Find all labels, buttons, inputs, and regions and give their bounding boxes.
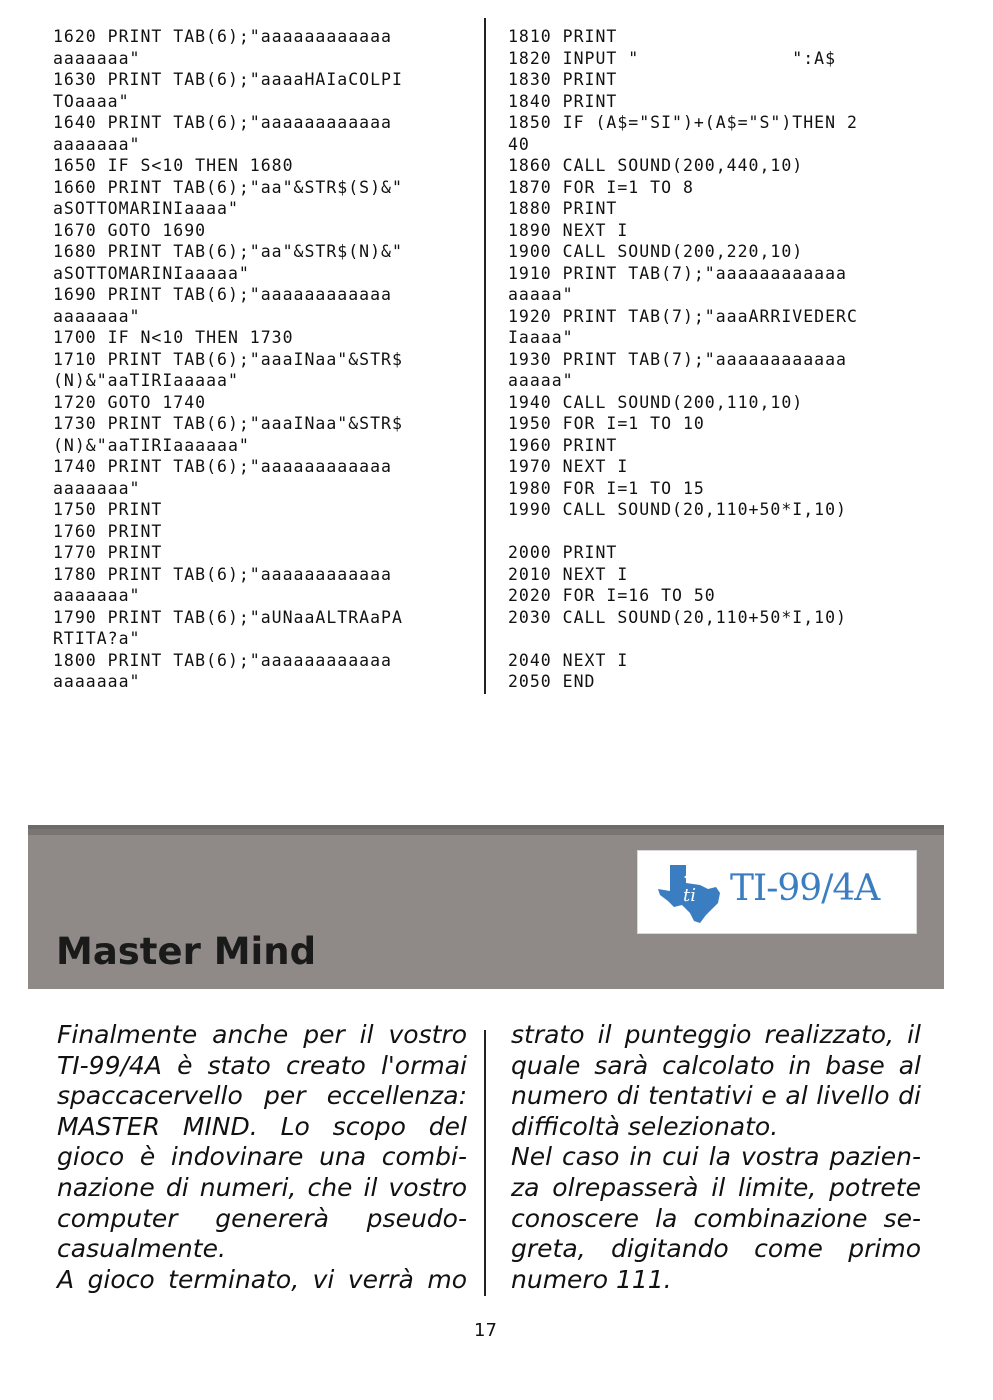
code-line: 2010 NEXT I [508,564,629,584]
code-line: 2020 FOR I=16 TO 50 [508,586,716,605]
code-line: 1790 PRINT TAB(6);"aUNaaALTRAaPA [53,607,403,627]
code-line: aaaaa" [508,285,574,304]
code-line: (N)&"aaTIRIaaaaaa" [53,435,250,455]
text-line: TI-99/4A è stato creato l'ormai [57,1050,467,1080]
code-line: RTITA?a" [53,629,141,648]
code-line: 1650 IF S<10 THEN 1680 [53,156,294,175]
code-listing-left [53,26,403,693]
code-line: 1850 IF (A$="SI")+(A$="S")THEN 2 [508,113,858,132]
text-line: computer genererà pseudo- [57,1203,467,1233]
code-line: 1700 IF N<10 THEN 1730 [53,328,294,347]
text-line: spaccacervello per eccellenza: [57,1081,467,1111]
code-line: aaaaaaa" [53,306,141,326]
code-line: 1720 GOTO 1740 [53,392,207,412]
code-blank-line [508,521,858,543]
code-line: Iaaaa" [508,328,574,347]
code-line: 1730 PRINT TAB(6);"aaaINaa"&STR$ [53,414,403,433]
code-line: 1740 PRINT TAB(6);"aaaaaaaaaaaa [53,457,392,476]
code-line: aaaaaaa" [53,134,141,154]
code-line: 2050 END [508,672,596,691]
banner-shade [28,829,944,835]
code-line: 1680 PRINT TAB(6);"aa"&STR$(N)&" [53,242,403,261]
code-line: (N)&"aaTIRIaaaaa" [53,371,239,390]
text-line: MASTER MIND. Lo scopo del [57,1111,467,1141]
code-line: 1670 GOTO 1690 [53,220,207,240]
text-line: Nel caso in cui la vostra pazien- [511,1142,921,1172]
prose-column-divider [484,1030,486,1296]
code-line: 1980 FOR I=1 TO 15 [508,478,705,498]
code-line: 2040 NEXT I [508,650,629,670]
text-line: difficoltà selezionato. [511,1111,779,1141]
code-line: aSOTTOMARINIaaaaa" [53,263,250,283]
code-line: 1760 PRINT [53,521,163,541]
code-line: 1940 CALL SOUND(200,110,10) [508,392,804,412]
code-line: 1800 PRINT TAB(6);"aaaaaaaaaaaa [53,650,392,670]
code-line: TOaaaa" [53,91,130,111]
code-line: 1750 PRINT [53,500,163,519]
code-line: 1930 PRINT TAB(7);"aaaaaaaaaaaa [508,349,847,369]
code-line: 1960 PRINT [508,435,618,455]
code-line: 2000 PRINT [508,543,618,562]
article-text-left [57,1020,467,1295]
code-line: 1780 PRINT TAB(6);"aaaaaaaaaaaa [53,564,392,584]
code-line: 1690 PRINT TAB(6);"aaaaaaaaaaaa [53,285,392,304]
code-line: 1880 PRINT [508,199,618,218]
code-line: 1950 FOR I=1 TO 10 [508,414,705,433]
section-title: Master Mind [56,930,317,973]
text-line: conoscere la combinazione se- [511,1203,921,1233]
code-line: 1900 CALL SOUND(200,220,10) [508,242,804,261]
texas-instruments-logo-icon [656,863,722,925]
code-line: aaaaaaa" [53,48,141,68]
code-line: 40 [508,134,530,154]
code-line: 1870 FOR I=1 TO 8 [508,177,694,197]
ti-logo-box [637,850,917,934]
svg-text:ti: ti [683,885,696,906]
text-line: numero di tentativi e al livello di [511,1081,921,1111]
text-line: A gioco terminato, vi verrà mo [57,1264,467,1294]
code-line: 1620 PRINT TAB(6);"aaaaaaaaaaaa [53,27,392,46]
code-line: 1820 INPUT " ":A$ [508,48,837,68]
code-line: 1660 PRINT TAB(6);"aa"&STR$(S)&" [53,177,403,197]
code-line: 1910 PRINT TAB(7);"aaaaaaaaaaaa [508,263,847,283]
code-line: 1890 NEXT I [508,220,629,240]
text-line: casualmente. [57,1234,226,1264]
code-listing-right [508,26,858,693]
page-number: 17 [474,1320,497,1341]
text-line: strato il punteggio realizzato, il [511,1020,921,1049]
code-line: 1970 NEXT I [508,457,629,476]
text-line: za olrepasserà il limite, potrete [511,1172,921,1202]
code-line: aSOTTOMARINIaaaa" [53,199,239,218]
code-line: aaaaa" [508,371,574,390]
text-line: gioco è indovinare una combi- [57,1142,467,1172]
article-text-right [511,1020,921,1295]
code-line: 1860 CALL SOUND(200,440,10) [508,156,804,175]
text-line: Finalmente anche per il vostro [57,1020,467,1049]
code-line: 1990 CALL SOUND(20,110+50*I,10) [508,500,847,519]
code-line: aaaaaaa" [53,478,141,498]
code-line: 1830 PRINT [508,70,618,89]
code-line: 2030 CALL SOUND(20,110+50*I,10) [508,607,847,627]
code-blank-line [508,628,858,650]
code-line: aaaaaaa" [53,672,141,691]
code-line: aaaaaaa" [53,586,141,605]
code-line: 1810 PRINT [508,27,618,46]
text-line: quale sarà calcolato in base al [511,1050,921,1080]
code-line: 1710 PRINT TAB(6);"aaaINaa"&STR$ [53,349,403,369]
code-line: 1770 PRINT [53,543,163,562]
code-line: 1630 PRINT TAB(6);"aaaaHAIaCOLPI [53,70,403,89]
ti-logo-text: TI-99/4A [730,868,880,909]
code-column-divider [484,18,486,694]
text-line: greta, digitando come primo [511,1234,921,1264]
code-line: 1840 PRINT [508,91,618,111]
text-line: nazione di numeri, che il vostro [57,1172,467,1202]
code-line: 1920 PRINT TAB(7);"aaaARRIVEDERC [508,306,858,326]
code-line: 1640 PRINT TAB(6);"aaaaaaaaaaaa [53,113,392,132]
text-line: numero 111. [511,1264,672,1294]
